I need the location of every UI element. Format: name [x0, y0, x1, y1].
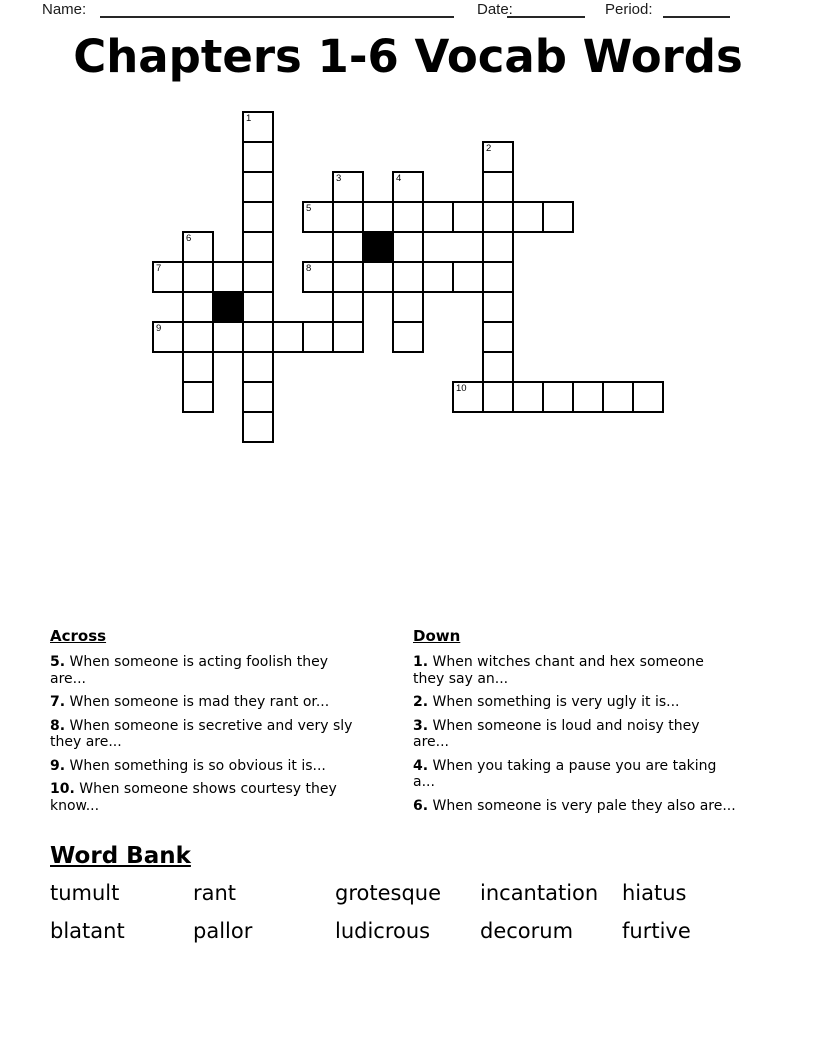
grid-cell: [452, 201, 484, 233]
grid-cell: [242, 201, 274, 233]
grid-cell: [182, 351, 214, 383]
grid-cell: [392, 171, 424, 203]
grid-cell: [182, 321, 214, 353]
clue-item: 7. When someone is mad they rant or...: [50, 694, 330, 710]
grid-cell: [512, 201, 544, 233]
page-title: Chapters 1-6 Vocab Words: [73, 30, 743, 83]
word-bank-word: furtive: [622, 919, 691, 943]
clue-number: 2.: [413, 694, 429, 710]
word-bank-rows: [50, 880, 780, 944]
grid-cell: [302, 201, 334, 233]
grid-cell: [242, 411, 274, 443]
clue-item: 1. When witches chant and hex someone they say an...: [413, 654, 704, 687]
grid-cell: [422, 261, 454, 293]
grid-cell: [572, 381, 604, 413]
clue-number: 7.: [50, 694, 66, 710]
crossword-grid: [152, 111, 666, 445]
grid-cell: [242, 291, 274, 323]
grid-cell: [422, 201, 454, 233]
down-clue-list: [413, 654, 737, 814]
clue-number: 4.: [413, 757, 429, 774]
word-bank-word: hiatus: [622, 881, 687, 905]
grid-cell: [242, 321, 274, 353]
grid-cell: [482, 351, 514, 383]
grid-cell: [212, 261, 244, 293]
grid-cell: [332, 231, 364, 263]
clue-number: 10.: [50, 781, 75, 797]
grid-cell: [482, 261, 514, 293]
grid-cell: [332, 171, 364, 203]
clue-number: 3.: [413, 717, 429, 734]
word-bank-word: incantation: [480, 881, 599, 905]
word-bank-row: [50, 918, 780, 944]
grid-cell: [452, 381, 484, 413]
cell-number: 10: [456, 383, 467, 394]
grid-cell: [392, 261, 424, 293]
grid-cell: [272, 321, 304, 353]
clue-number: 9.: [50, 757, 66, 774]
date-blank-line: [507, 2, 585, 18]
clue-item: 3. When someone is loud and noisy they are...: [413, 717, 700, 750]
clue-item: 8. When someone is secretive and very sly they are...: [50, 717, 353, 750]
word-bank-word: decorum: [480, 919, 574, 943]
grid-cell: [482, 171, 514, 203]
period-label: Period:: [605, 1, 653, 18]
period-blank-line: [663, 2, 730, 18]
grid-cell: [302, 261, 334, 293]
word-bank-word: ludicrous: [335, 919, 431, 943]
cell-number: 9: [156, 323, 162, 334]
name-label: Name:: [42, 1, 87, 18]
word-bank-section: [50, 843, 780, 956]
grid-cell: [362, 201, 394, 233]
cell-number: 8: [306, 263, 312, 274]
cell-number: 1: [246, 113, 252, 124]
word-bank-word: rant: [193, 881, 237, 905]
grid-cell: [212, 321, 244, 353]
name-blank-line: [100, 2, 454, 18]
clue-item: 4. When you taking a pause you are taking a...: [413, 757, 717, 790]
clue-number: 5.: [50, 654, 66, 670]
grid-cell: [242, 231, 274, 263]
grid-cell: [452, 261, 484, 293]
grid-cell: [602, 381, 634, 413]
clue-item: 2. When something is very ugly it is...: [413, 694, 680, 710]
down-clues-section: [413, 627, 737, 821]
down-heading: Down: [413, 627, 461, 645]
grid-cell: [182, 291, 214, 323]
grid-cell: [482, 141, 514, 173]
grid-cell: [542, 381, 574, 413]
grid-cell: [242, 111, 274, 143]
grid-cell: [332, 291, 364, 323]
grid-cell: [392, 201, 424, 233]
cell-number: 7: [156, 263, 162, 274]
grid-cell: [482, 231, 514, 263]
clue-number: 1.: [413, 654, 429, 670]
word-bank-word: tumult: [50, 881, 120, 905]
clue-item: 9. When something is so obvious it is...: [50, 757, 326, 774]
clue-number: 8.: [50, 717, 66, 734]
grid-cell: [242, 261, 274, 293]
grid-cell: [332, 261, 364, 293]
cell-number: 2: [486, 143, 492, 154]
clue-item: 6. When someone is very pale they also are...: [413, 797, 736, 814]
grid-cell: [302, 321, 334, 353]
word-bank-heading: Word Bank: [50, 843, 191, 869]
clue-item: 5. When someone is acting foolish they are...: [50, 654, 328, 687]
grid-cell: [332, 321, 364, 353]
grid-cell: [392, 231, 424, 263]
grid-cell: [512, 381, 544, 413]
date-label: Date:: [477, 1, 513, 18]
grid-cell: [242, 171, 274, 203]
black-cell: [362, 231, 394, 263]
grid-cell: [182, 261, 214, 293]
grid-cell: [182, 381, 214, 413]
clue-item: 10. When someone shows courtesy they know...: [50, 781, 337, 814]
grid-cell: [242, 141, 274, 173]
word-bank-word: grotesque: [335, 881, 442, 905]
grid-cell: [362, 261, 394, 293]
grid-cell: [242, 381, 274, 413]
across-clues-section: [50, 627, 358, 821]
grid-cell: [332, 201, 364, 233]
grid-cell: [542, 201, 574, 233]
grid-cell: [482, 291, 514, 323]
across-heading: Across: [50, 627, 107, 645]
grid-cell: [242, 351, 274, 383]
grid-cell: [182, 231, 214, 263]
word-bank-row: [50, 880, 780, 906]
grid-cell: [152, 321, 184, 353]
across-clue-list: [50, 654, 358, 814]
cell-number: 4: [396, 173, 402, 184]
clue-number: 6.: [413, 797, 429, 814]
black-cell: [212, 291, 244, 323]
grid-cell: [392, 321, 424, 353]
cell-number: 6: [186, 233, 192, 244]
grid-cell: [482, 321, 514, 353]
grid-cell: [152, 261, 184, 293]
grid-cell: [632, 381, 664, 413]
cell-number: 3: [336, 173, 342, 184]
grid-cell: [482, 201, 514, 233]
grid-cell: [392, 291, 424, 323]
word-bank-word: pallor: [193, 919, 253, 943]
grid-cell: [482, 381, 514, 413]
word-bank-word: blatant: [50, 919, 125, 943]
cell-number: 5: [306, 203, 312, 214]
